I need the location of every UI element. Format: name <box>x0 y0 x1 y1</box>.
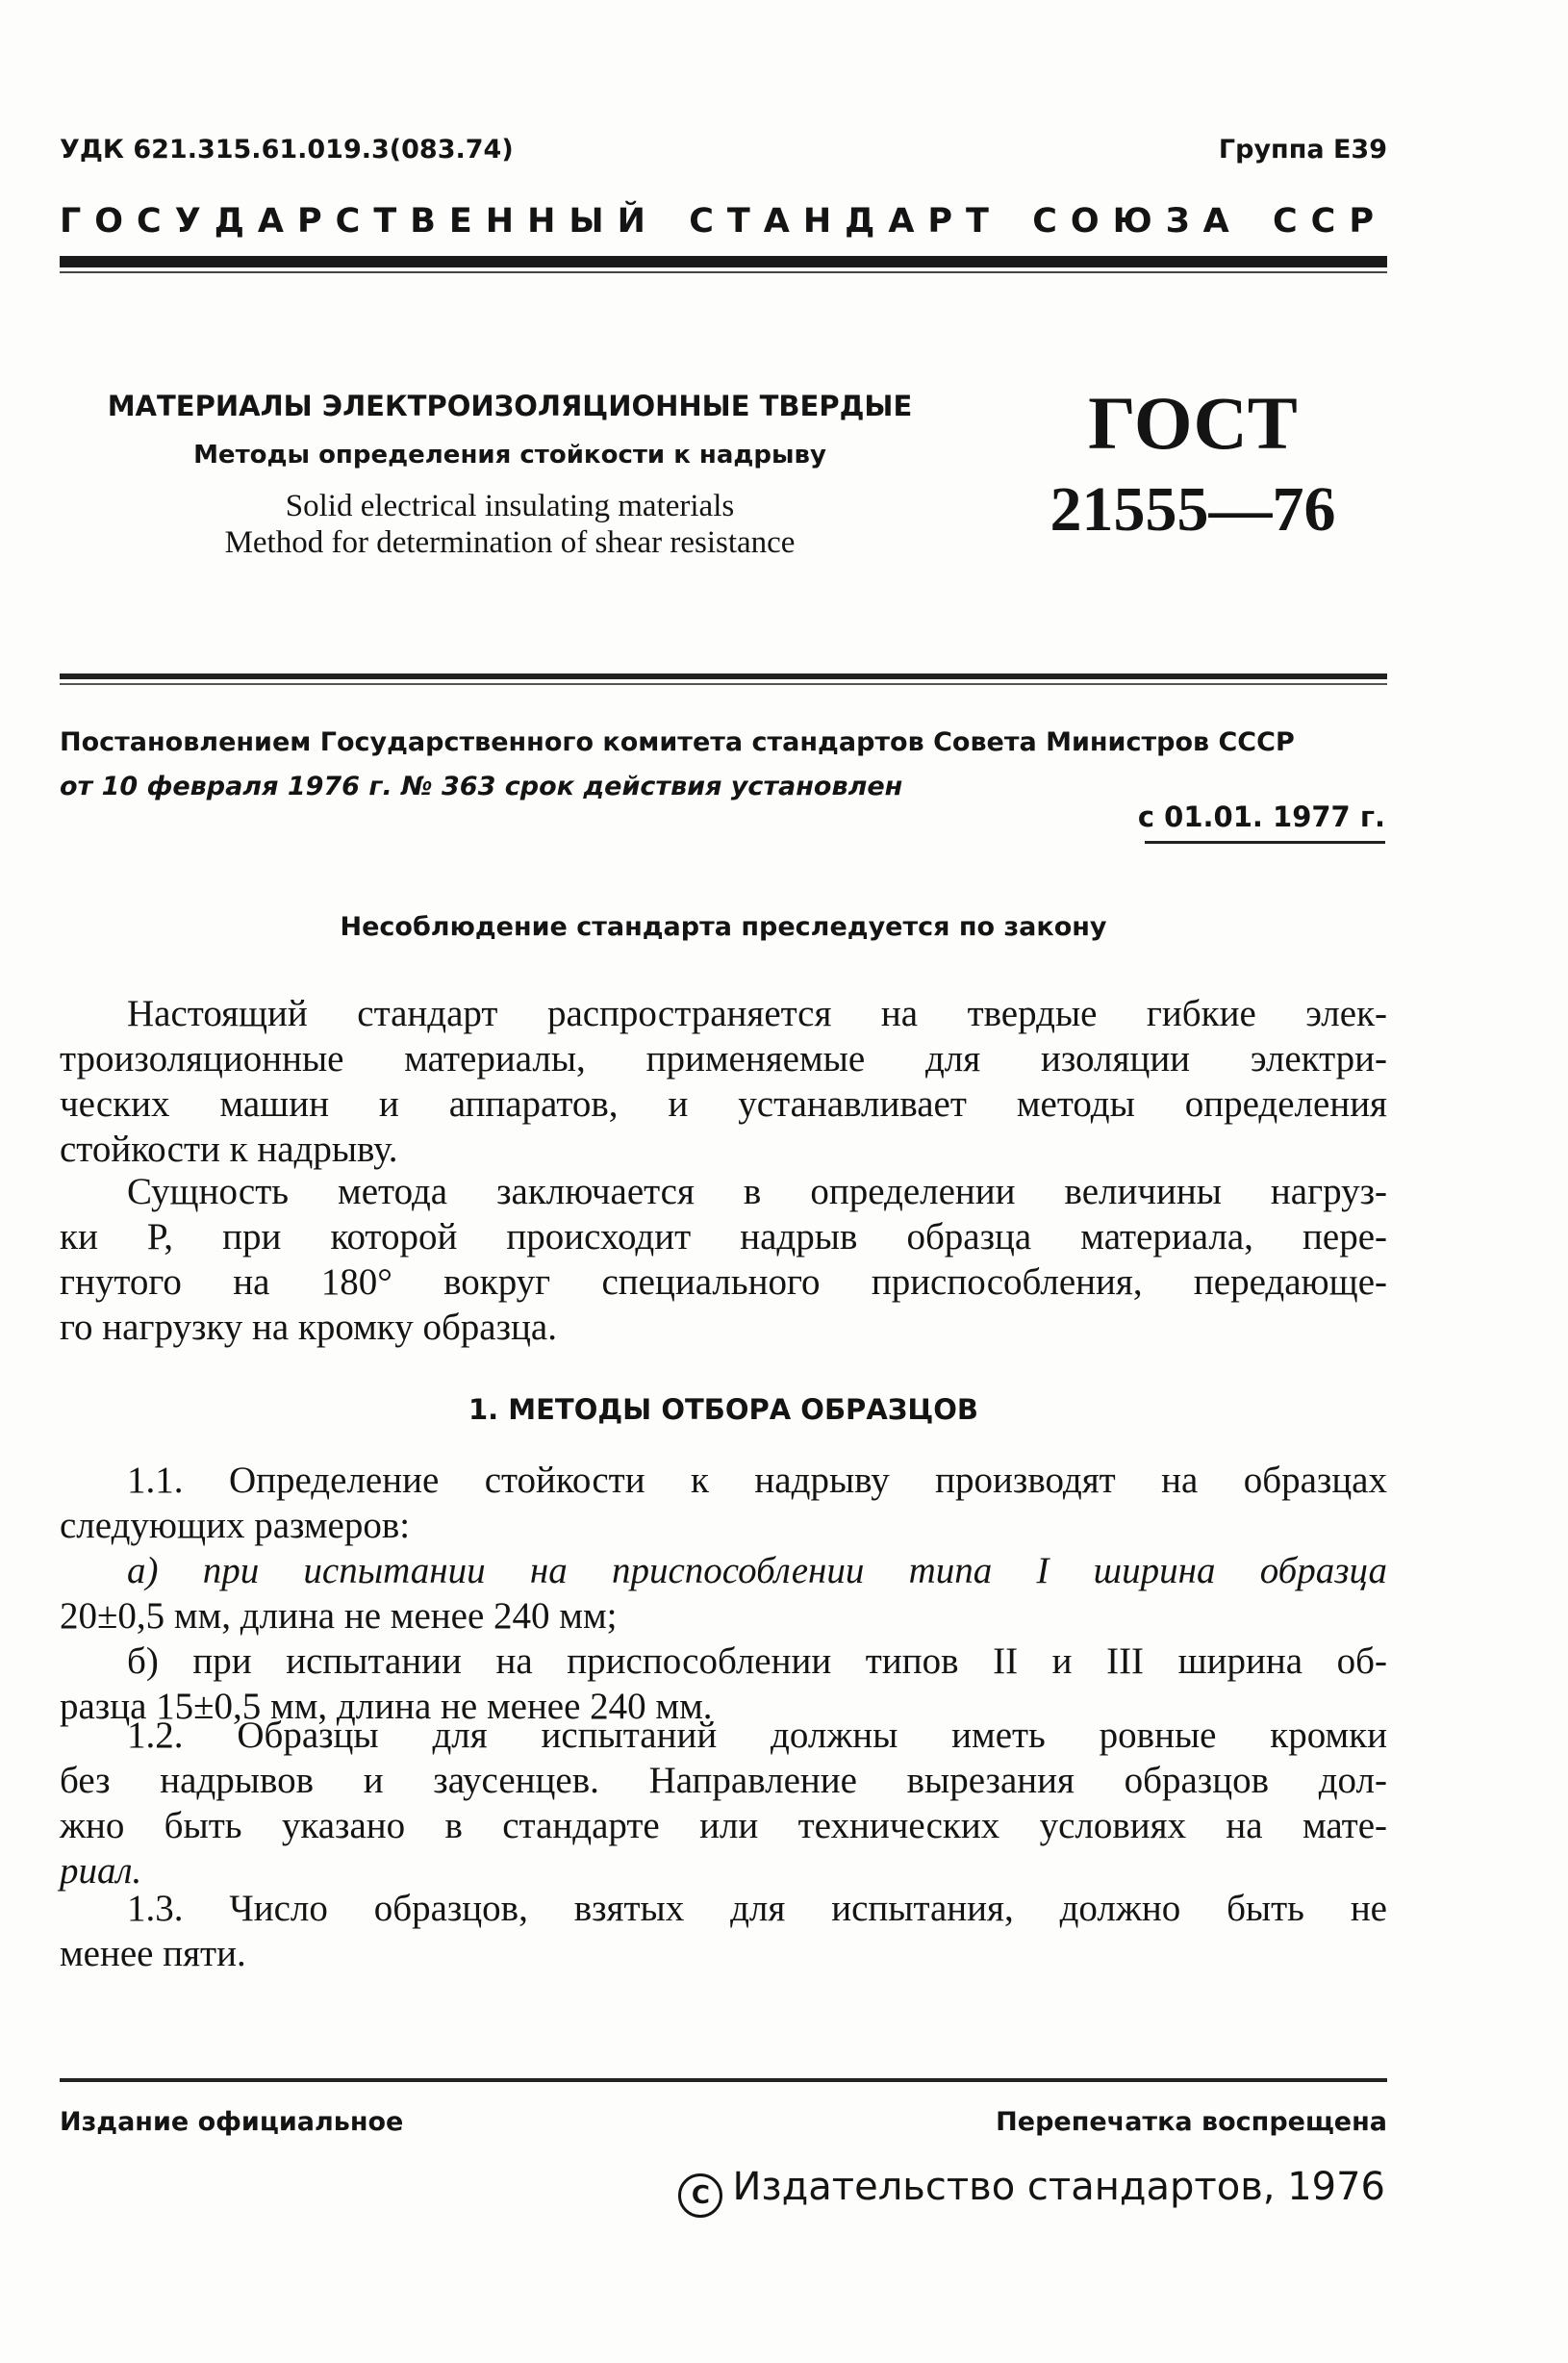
text-line: жно быть указано в стандарте или технических условиях на мате- <box>60 1805 1387 1846</box>
title-russian: МАТЕРИАЛЫ ЭЛЕКТРОИЗОЛЯЦИОННЫЕ ТВЕРДЫЕ <box>107 390 913 422</box>
reprint-prohibited: Перепечатка воспрещена <box>996 2107 1387 2137</box>
title-rule <box>60 673 1387 679</box>
law-notice: Несоблюдение стандарта преследуется по закону <box>340 912 1107 942</box>
header-rule-thin <box>60 271 1387 273</box>
text-line: без надрывов и заусенцев. Направление вырезания образцов дол- <box>60 1760 1387 1801</box>
text-line: следующих размеров: <box>60 1505 411 1546</box>
decree-line-2: от 10 февраля 1976 г. № 363 срок действия установлен <box>60 772 903 801</box>
title-rule-thin <box>60 683 1387 685</box>
text-line: 1.3. Число образцов, взятых для испытания, должно быть не <box>127 1888 1387 1929</box>
text-line: Настоящий стандарт распространяется на твердые гибкие элек- <box>127 993 1387 1034</box>
state-word-4: ССР <box>1272 202 1387 241</box>
text-line: Сущность метода заключается в определении величины нагруз- <box>127 1171 1387 1212</box>
header-rule <box>60 256 1387 267</box>
subtitle-russian: Методы определения стойкости к надрыву <box>193 441 826 470</box>
text-line: троизоляционные материалы, применяемые для изоляции электри- <box>60 1038 1387 1080</box>
udk-code: УДК 621.315.61.019.3(083.74) <box>60 135 514 165</box>
gost-number: 21555—76 <box>1050 474 1336 545</box>
state-standard-banner <box>60 202 1387 241</box>
text-line: менее пяти. <box>60 1933 246 1974</box>
text-line: ки P, при которой происходит надрыв образца материала, пере- <box>60 1216 1387 1258</box>
text-line: 1.2. Образцы для испытаний должны иметь ровные кромки <box>127 1715 1387 1756</box>
intro-paragraph-2 <box>60 1169 1387 1350</box>
publisher-line <box>678 2165 1385 2218</box>
official-edition: Издание официальное <box>60 2107 404 2137</box>
text-line: 20±0,5 мм, длина не менее 240 мм; <box>60 1595 618 1637</box>
copyright-icon: C <box>678 2173 722 2218</box>
text-line: го нагрузку на кромку образца. <box>60 1307 557 1348</box>
text-line: б) при испытании на приспособлении типов II и III ширина об- <box>127 1640 1387 1682</box>
gost-label: ГОСТ <box>1088 381 1298 465</box>
section-heading: 1. МЕТОДЫ ОТБОРА ОБРАЗЦОВ <box>468 1393 979 1426</box>
intro-paragraph-1 <box>60 991 1387 1172</box>
text-line: риал. <box>60 1850 142 1892</box>
title-english: Solid electrical insulating materials <box>285 489 735 523</box>
effective-date: с 01.01. 1977 г. <box>1137 800 1385 833</box>
decree-line-1: Постановлением Государственного комитета стандартов Совета Министров СССР <box>60 727 1295 757</box>
text-line: гнутого на 180° вокруг специального приспособления, передающе- <box>60 1261 1387 1303</box>
publisher-text: Издательство стандартов, 1976 <box>732 2165 1385 2209</box>
clause-1-1 <box>60 1458 1387 1729</box>
state-word-1: ГОСУДАРСТВЕННЫЙ <box>60 202 659 241</box>
text-line: стойкости к надрыву. <box>60 1129 398 1170</box>
footer-rule <box>60 2078 1387 2082</box>
group-code: Группа Е39 <box>1218 135 1387 165</box>
state-word-2: СТАНДАРТ <box>689 202 1002 241</box>
text-line: ческих машин и аппаратов, и устанавливает методы определения <box>60 1083 1387 1125</box>
effective-date-underline <box>1145 841 1385 844</box>
text-line: 1.1. Определение стойкости к надрыву производят на образцах <box>127 1460 1387 1501</box>
text-line: разца 15±0,5 мм, длина не менее 240 мм. <box>60 1686 713 1727</box>
clause-1-2 <box>60 1713 1387 1893</box>
state-word-3: СОЮЗА <box>1032 202 1243 241</box>
clause-1-3 <box>60 1886 1387 1976</box>
text-line: а) при испытании на приспособлении типа I ширина образца <box>127 1550 1387 1591</box>
subtitle-english: Method for determination of shear resistance <box>224 525 796 560</box>
